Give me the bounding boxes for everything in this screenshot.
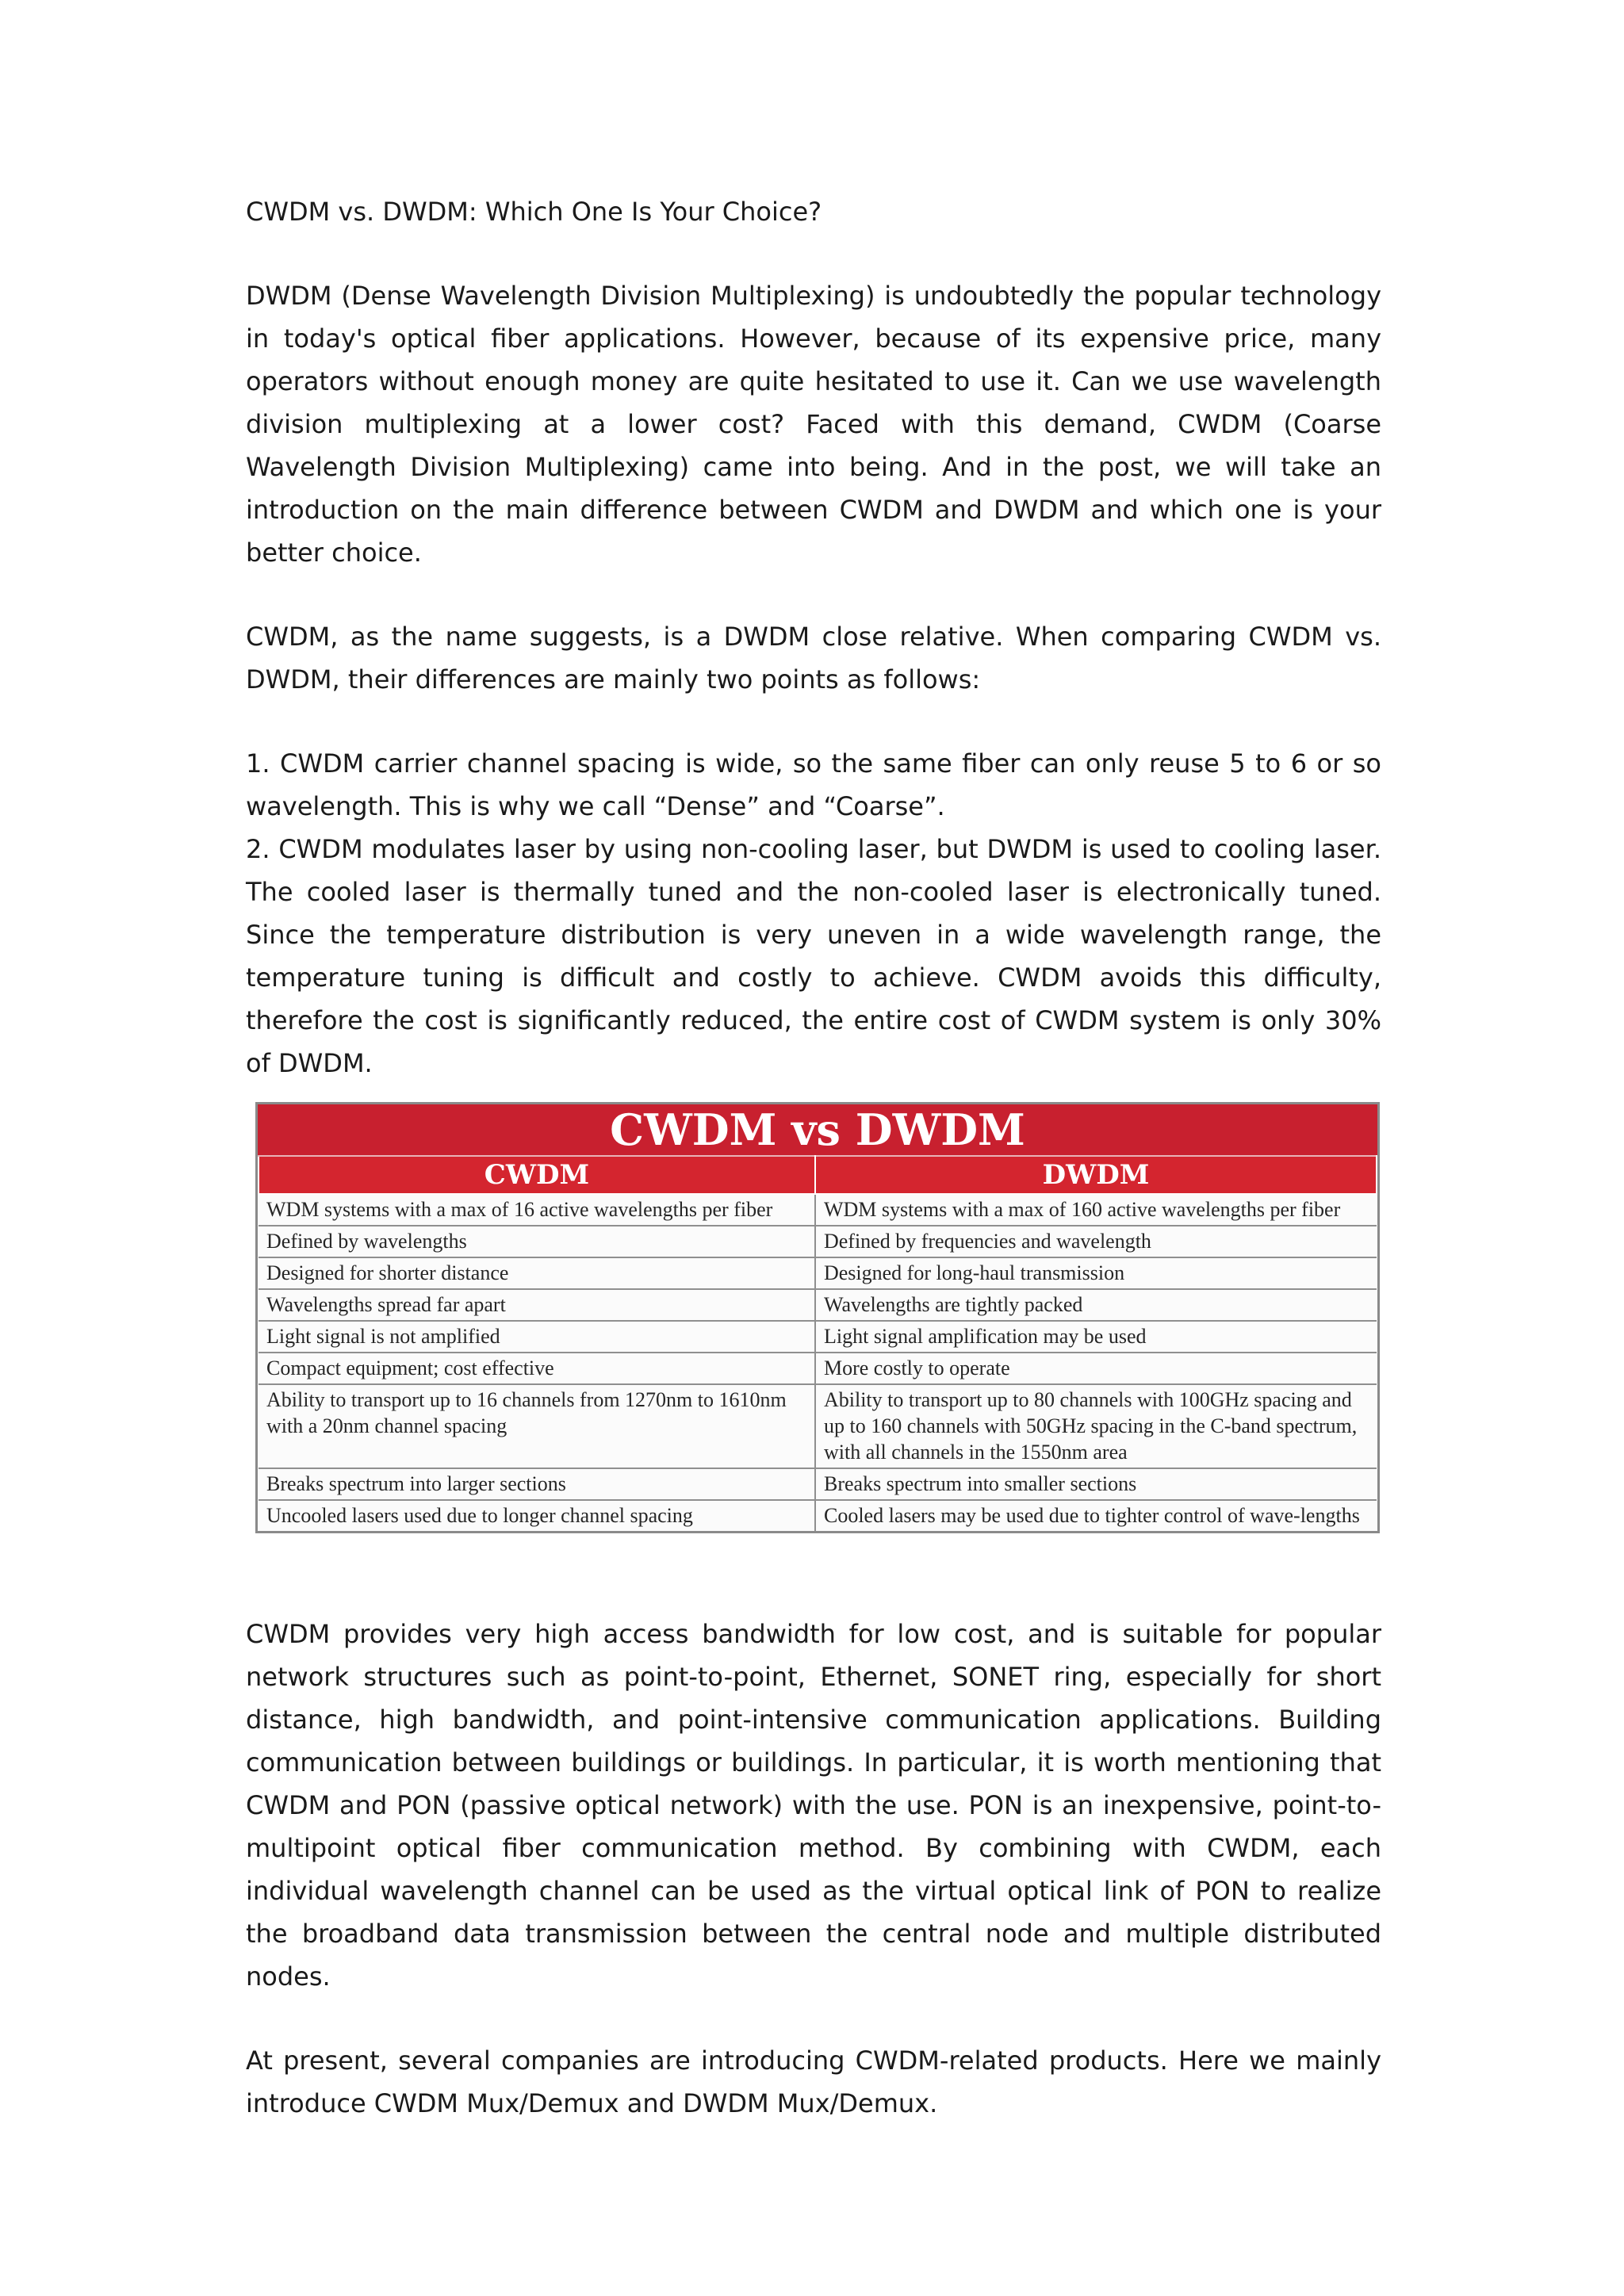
table-row — [259, 1353, 1377, 1384]
header-cwdm: CWDM — [259, 1156, 815, 1194]
cwdm-cell: Ability to transport up to 16 channels from 1270nm to 1610nm with a 20nm channel spacing — [259, 1384, 815, 1468]
intro-paragraph: DWDM (Dense Wavelength Division Multiplexing) is undoubtedly the popular technology in today's optical fiber applications. However, because of its expensive price, many operators without enough money are quite hesitated to use it. Can we use wavelength division multiplexing at a lower cost? Faced with this demand, CWDM (Coarse Wavelength Division Multiplexing) came into being. And in the post, we will take an introduction on the main difference between CWDM and DWDM and which one is your better choice. — [246, 281, 1381, 568]
applications-paragraph: CWDM provides very high access bandwidth for low cost, and is suitable for popular network structures such as point-to-point, Ethernet, SONET ring, especially for short distance, high bandwidth, and point-intensive communication applications. Building communication between buildings or buildings. In particular, it is worth mentioning that CWDM and PON (passive optical network) with the use. PON is an inexpensive, point-to-multipoint optical fiber communication method. By combining with CWDM, each individual wavelength channel can be used as the virtual optical link of PON to realize the broadband data transmission between the central node and multiple distributed nodes. — [246, 1619, 1381, 1992]
closing-paragraph: At present, several companies are introducing CWDM-related products. Here we mainly introduce CWDM Mux/Demux and DWDM Mux/Demux. — [246, 2045, 1381, 2118]
dwdm-cell: Designed for long-haul transmission — [815, 1257, 1377, 1289]
cwdm-cell: Breaks spectrum into larger sections — [259, 1468, 815, 1500]
comparison-figure — [255, 1102, 1380, 1533]
table-row — [259, 1321, 1377, 1353]
point-2-paragraph: 2. CWDM modulates laser by using non-cooling laser, but DWDM is used to cooling laser. The cooled laser is thermally tuned and the non-cooled laser is electronically tuned. Since the temperature distribution is very uneven in a wide wavelength range, the temperature tuning is difficult and costly to achieve. CWDM avoids this difficulty, therefore the cost is significantly reduced, the entire cost of CWDM system is only 30% of DWDM. — [246, 834, 1381, 1078]
dwdm-cell: Breaks spectrum into smaller sections — [815, 1468, 1377, 1500]
table-row — [259, 1257, 1377, 1289]
cwdm-cell: Light signal is not amplified — [259, 1321, 815, 1353]
dwdm-cell: Wavelengths are tightly packed — [815, 1289, 1377, 1321]
cwdm-cell: Uncooled lasers used due to longer channel spacing — [259, 1500, 815, 1531]
cwdm-cell: Wavelengths spread far apart — [259, 1289, 815, 1321]
table-row — [259, 1289, 1377, 1321]
cwdm-cell: WDM systems with a max of 16 active wavelengths per fiber — [259, 1194, 815, 1226]
document-title: CWDM vs. DWDM: Which One Is Your Choice? — [246, 197, 822, 227]
cwdm-cell: Defined by wavelengths — [259, 1226, 815, 1257]
comparison-table — [258, 1155, 1377, 1531]
table-row — [259, 1226, 1377, 1257]
dwdm-cell: Cooled lasers may be used due to tighter control of wave-lengths — [815, 1500, 1377, 1531]
cwdm-cell: Designed for shorter distance — [259, 1257, 815, 1289]
table-row — [259, 1468, 1377, 1500]
table-row — [259, 1384, 1377, 1468]
point-1-paragraph: 1. CWDM carrier channel spacing is wide, so the same fiber can only reuse 5 to 6 or so wavelength. This is why we call “Dense” and “Coarse”. — [246, 748, 1381, 821]
cwdm-cell: Compact equipment; cost effective — [259, 1353, 815, 1384]
comparison-title: CWDM vs DWDM — [258, 1104, 1377, 1155]
header-dwdm: DWDM — [815, 1156, 1377, 1194]
comparison-header-row — [259, 1156, 1377, 1194]
table-row — [259, 1500, 1377, 1531]
relative-paragraph: CWDM, as the name suggests, is a DWDM close relative. When comparing CWDM vs. DWDM, their differences are mainly two points as follows: — [246, 622, 1381, 695]
dwdm-cell: More costly to operate — [815, 1353, 1377, 1384]
dwdm-cell: Light signal amplification may be used — [815, 1321, 1377, 1353]
document-page — [246, 190, 1381, 2125]
dwdm-cell: WDM systems with a max of 160 active wavelengths per fiber — [815, 1194, 1377, 1226]
dwdm-cell: Defined by frequencies and wavelength — [815, 1226, 1377, 1257]
table-row — [259, 1194, 1377, 1226]
dwdm-cell: Ability to transport up to 80 channels with 100GHz spacing and up to 160 channels with 50GHz spacing in the C-band spectrum, with all channels in the 1550nm area — [815, 1384, 1377, 1468]
